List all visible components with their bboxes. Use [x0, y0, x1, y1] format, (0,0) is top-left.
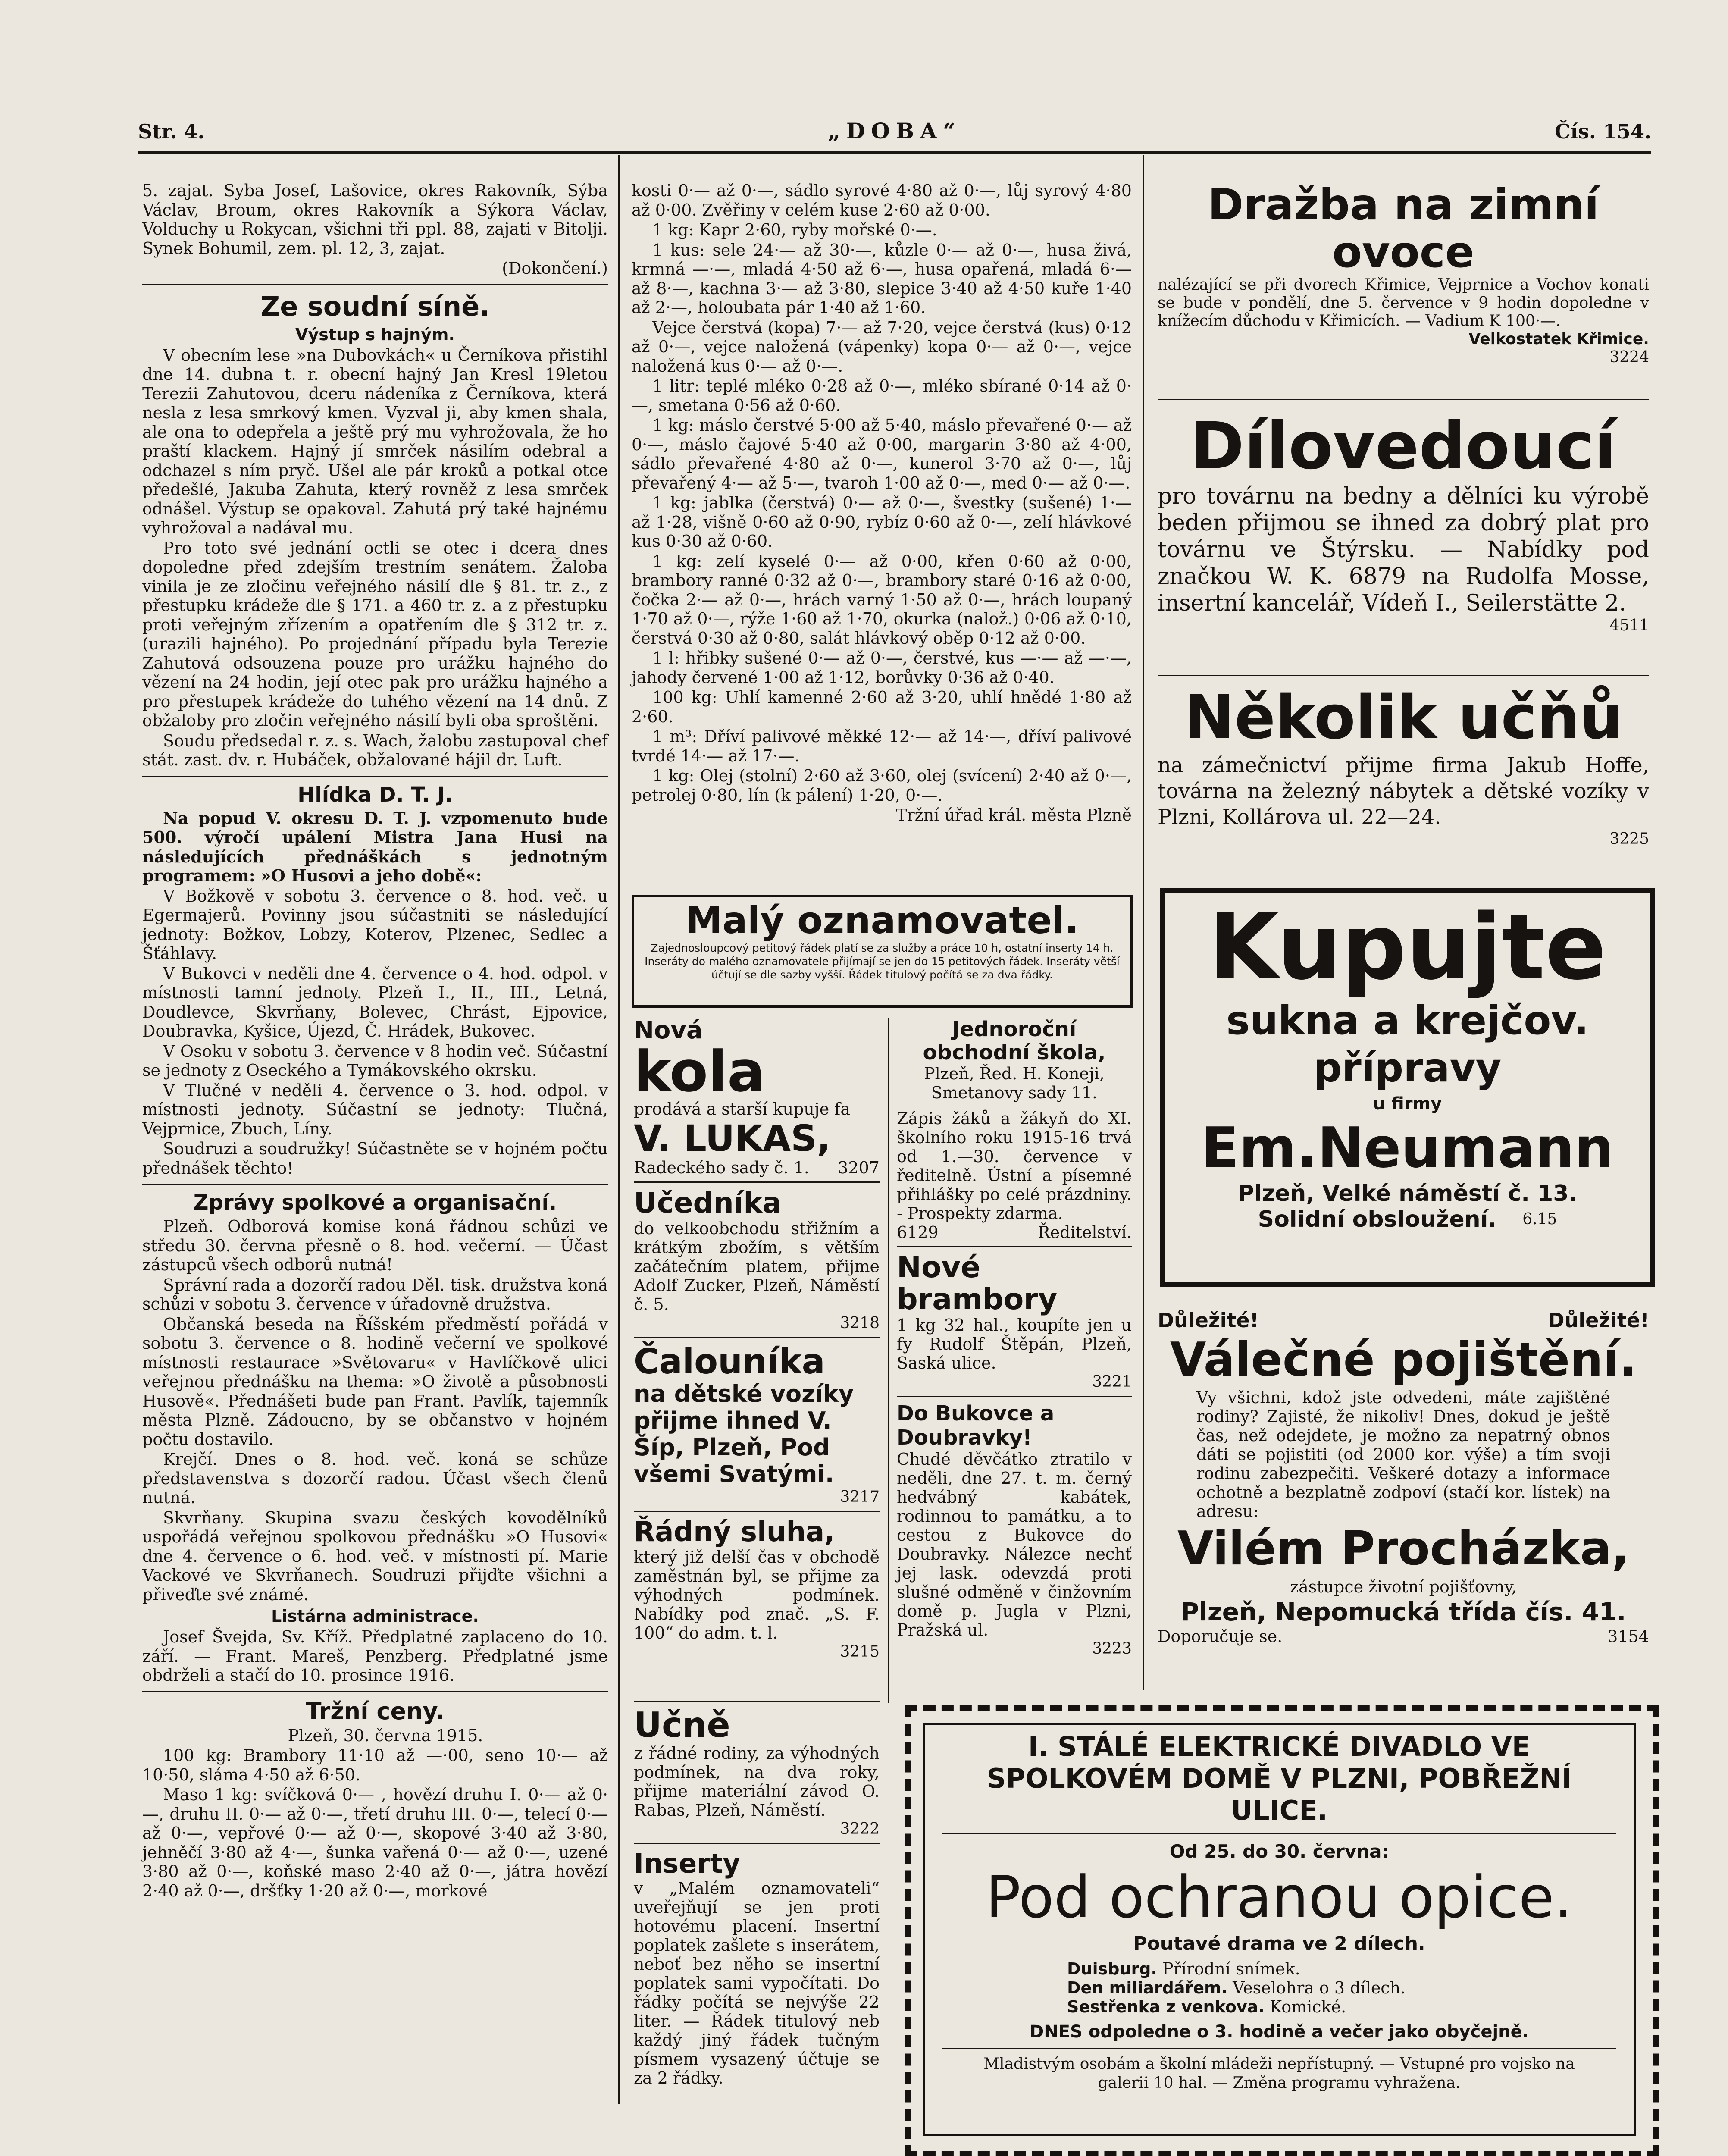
ad-skola-text: Zápis žáků a žákyň do XI. školního roku 1915-16 trvá od 1.—30. července v ředitelně. Ústní a písemné přihlášky po celé prázdniny. - Prospekty zdarma. [897, 1109, 1132, 1223]
ad-kupujte-subtitle: sukna a krejčov. [1226, 997, 1589, 1044]
ad-number: 3223 [1092, 1640, 1132, 1658]
price-paragraph: 1 kg: Kapr 2·60, ryby mořské 0·—. [652, 220, 937, 239]
ad-ucednika-text: do velkoobchodu střižním a krátkým zbožím, s větším začátečním platem, přijme Adolf Zucker, Plzeň, Náměstí č. 5. [634, 1219, 880, 1314]
court-title: Ze soudní síně. [260, 290, 490, 322]
ad-dilovedouci-title: Dílovedoucí [1190, 409, 1616, 484]
ad-kino-item-desc: Přírodní snímek. [1162, 1959, 1300, 1978]
ad-kupujte-footer [1165, 1206, 1650, 1232]
ad-number: 4511 [1609, 617, 1649, 634]
divider [942, 1833, 1616, 1834]
maly-title: Malý oznamovatel. [686, 899, 1079, 942]
hlidka-paragraph: V Osoku v sobotu 3. července v 8 hodin več. Súčastní se jednoty z Oseckého a Tymákovského okrsku. [142, 1041, 608, 1080]
header-rule [138, 151, 1651, 154]
ad-valecne-address: Plzeň, Nepomucká třída čís. 41. [1180, 1597, 1626, 1626]
ad-kino-item [1067, 1959, 1634, 1978]
ad-kino-item-title: Den miliardářem. [1067, 1978, 1228, 1997]
divider [1158, 399, 1649, 400]
spacer [897, 1102, 1132, 1109]
ad-kupujte-firm: Em.Neumann [1201, 1116, 1614, 1180]
price-paragraph: 1 kg: zelí kyselé 0·— až 0·00, křen 0·60 až 0·00, brambory ranné 0·32 až 0·—, brambory staré 0·16 až 0·00, čočka 2·— až 0·—, hrách varný 1·50 až 0·—, hrách loupaný 1·70 až 0·—, rýže 1·60 až 1·70, okurka (nalož.) 0·06 až 0·10, čerstvá 0·30 až 0·80, salát hlávkový oběp 0·12 až 0·00. [632, 552, 1132, 648]
ad-brambory-title: Nové brambory [897, 1250, 1058, 1316]
small-ads-left [634, 1018, 880, 1716]
ad-ucnu-text: na zámečnictví přijme firma Jakub Hoffe, továrna na železný nábytek a dětské vozíky v Plzni, Kollárova ul. 22—24. [1158, 753, 1649, 829]
maly-text: Zajednosloupcový petitový řádek platí se za služby a práce 10 h, ostatní inserty 14 h. Inseráty do malého oznamovatele přijímají se jen do 15 petitových řádek. Inseráty větší účtují se dle sazby vyšší. Řádek titulový počítá se za dva řádky. [645, 942, 1120, 981]
ad-number: 3222 [840, 1820, 880, 1838]
divider [142, 284, 608, 285]
column-1 [142, 181, 608, 2156]
ad-kino-item-desc: Veselohra o 3 dílech. [1233, 1978, 1406, 1997]
ad-bukovec-title: Do Bukovce a Doubravky! [897, 1401, 1055, 1450]
listarna-paragraph: Josef Švejda, Sv. Kříž. Předplatné zaplaceno do 10. září. — Frant. Mareš, Penzberg. Předplatné jsme obdrželi a stačí do 10. prosince 1916. [142, 1627, 608, 1685]
hlidka-paragraph: V Božkově v sobotu 3. července o 8. hod. več. u Egermajerů. Povinny jsou súčastniti se následující jednoty: Božkov, Lobzy, Koterov, Plzenec, Sedlec a Šťáhlavy. [142, 886, 608, 963]
ad-inserty-text: v „Malém oznamovateli“ uveřejňují se jen proti hotovému placení. Insertní poplatek zašlete s inserátem, neboť bez něho se insertní poplatek sami vypočítati. Do řádky počítá se nejvýše 22 liter. — Řádek titulový neb každý jiný řádek tučným písmem vysazený účtuje se za 2 řádky. [634, 1879, 880, 2087]
ad-brambory-text: 1 kg 32 hal., koupíte jen u fy Rudolf Štěpán, Plzeň, Saská ulice. [897, 1316, 1132, 1373]
ad-valecne-recommend: Doporučuje se. [1158, 1627, 1283, 1646]
divider [1158, 675, 1649, 676]
ad-important: Důležité! [1548, 1309, 1649, 1332]
ad-kino-title: I. STÁLÉ ELEKTRICKÉ DIVADLO VE SPOLKOVÉM DOMĚ V PLZNI, POBŘEŽNÍ ULICE. [986, 1731, 1572, 1826]
ad-number: 3207 [838, 1158, 880, 1177]
ad-kupujte-address: Plzeň, Velké náměstí č. 13. [1237, 1181, 1578, 1206]
ad-skola-title: Jednoroční obchodní škola, [923, 1017, 1106, 1065]
ad-number: 3215 [840, 1643, 880, 1661]
hlidka-paragraph: Soudruzi a soudružky! Súčastněte se v hojném počtu přednášek těchto! [142, 1139, 608, 1178]
small-ads-middle [897, 1018, 1132, 1708]
divider [897, 1246, 1132, 1247]
ad-inserty-title: Inserty [634, 1848, 740, 1879]
small-ads-lower [634, 1701, 880, 2156]
hlidka-title: Hlídka D. T. J. [297, 782, 453, 807]
ad-kino-note: Mladistvým osobám a školní mládeži nepřístupný. — Vstupné pro vojsko na galerii 10 hal. — Změna programu vyhražena. [983, 2055, 1575, 2092]
hlidka-lead: Na popud V. okresu D. T. J. vzpomenuto bude 500. výročí upálení Mistra Jana Husi na následujících přednáškách s jednotným programem: »O Husovi a jeho době«: [142, 808, 608, 885]
ad-number: 3154 [1607, 1627, 1649, 1646]
ad-kino-today: DNES odpoledne o 3. hodině a večer jako obyčejně. [1030, 2022, 1529, 2042]
price-signature: Tržní úřad král. města Plzně [896, 805, 1132, 824]
maly-oznamovatel-box [632, 895, 1133, 1008]
ad-important: Důležité! [1158, 1309, 1259, 1332]
price-paragraph: 1 kg: Olej (stolní) 2·60 až 3·60, olej (svícení) 2·40 až 0·—, petrolej 0·80, lín (k pálení) 1·20, 0·—. [632, 766, 1132, 805]
divider [942, 2048, 1616, 2049]
ad-kino-program [925, 1956, 1634, 2016]
ad-number: 3225 [1609, 830, 1649, 848]
page-number: Str. 4. [138, 120, 205, 143]
ad-kino-item [1067, 1997, 1634, 2016]
ad-kola-addr: Radeckého sady č. 1. [634, 1158, 809, 1177]
ad-valecne-text: Vy všichni, kdož jste odvedeni, máte zajištěné rodiny? Zajisté, že nikoliv! Dnes, dokud je ještě čas, než odejdete, je možno za nepatrný obnos dáti se pojistiti (od 2000 kor. výše) a tím svoji rodinu zabezpečiti. Veškeré dotazy a informace ochotně a bezplatně zodpoví (stačí kor. lístek) na adresu: [1196, 1388, 1610, 1521]
ad-number: 6129 [897, 1223, 939, 1242]
ad-kola-headline: kola [634, 1039, 765, 1104]
ad-drazba-text: nalézající se při dvorech Křimice, Vejprnice a Vochov konati se bude v pondělí, dne 5. července v 9 hodin dopoledne v knížecím důchodu v Křimicích. — Vadium K 100·—. [1158, 276, 1649, 330]
ad-sluha-text: který již delší čas v obchodě zaměstnán byl, se přijme za výhodných podmínek. Nabídky pod znač. „S. F. 100“ do adm. t. l. [634, 1548, 880, 1642]
intro-text: 5. zajat. Syba Josef, Lašovice, okres Rakovník, Sýba Václav, Broum, okres Rakovník a Sýkora Václav, Volduchy u Rokycan, všichni tři ppl. 88, zajati v Bitolji. Synek Bohumil, zem. pl. 12, 3, zajat. [142, 181, 608, 258]
price-paragraph: 1 kg: jablka (čerstvá) 0·— až 0·—, švestky (sušené) 1·— až 1·28, višně 0·60 až 0·90, rybíz 0·60 až 0·—, zelí hlávkové kus 0·30 až 0·60. [632, 493, 1132, 551]
ad-skola-signature: Ředitelství. [1038, 1223, 1132, 1242]
divider [897, 1396, 1132, 1397]
divider [142, 776, 608, 777]
price-paragraph: kosti 0·— až 0·—, sádlo syrové 4·80 až 0·—, lůj syrový 4·80 až 0·00. Zvěřiny v celém kuse 2·60 až 0·00. [632, 181, 1132, 219]
ads-column-rule [888, 1018, 889, 1703]
ad-kola-line: Nová [634, 1016, 703, 1044]
ad-calounika-text: na dětské vozíky přijme ihned V. Šíp, Plzeň, Pod všemi Svatými. [634, 1380, 854, 1488]
page-header [138, 116, 1651, 150]
divider [634, 1181, 880, 1183]
ad-kino-film-subtitle: Poutavé drama ve 2 dílech. [1133, 1933, 1425, 1955]
trzni-date: Plzeň, 30. června 1915. [288, 1726, 483, 1745]
ad-drazba [1158, 181, 1649, 397]
divider [634, 1701, 880, 1702]
ad-valecne-footer [1158, 1627, 1649, 1646]
price-paragraph: 1 l: hřibky sušené 0·— až 0·—, čerstvé, kus —·— až —·—, jahody červené 1·00 až 1·12, borůvky 0·36 až 0·40. [632, 649, 1132, 687]
ad-ucne-text: z řádné rodiny, za výhodných podmínek, na dva roky, přijme materiální závod O. Rabas, Plzeň, Náměstí. [634, 1744, 880, 1820]
divider [142, 1691, 608, 1692]
ad-number: 3218 [840, 1314, 880, 1332]
spolky-paragraph: Krejčí. Dnes o 8. hod. več. koná se schůze představenstva s dozorčí radou. Účast všech členů nutná. [142, 1450, 608, 1507]
ad-kupujte-title: Kupujte [1208, 894, 1607, 1000]
court-paragraph: Soudu předsedal r. z. s. Wach, žalobu zastupoval chef stát. zast. dv. r. Hubáček, obžalované hájil dr. Luft. [142, 731, 608, 769]
ad-number: 6.15 [1522, 1210, 1557, 1228]
ad-skola-subtitle: Plzeň, Řed. H. Koneji, Smetanovy sady 11. [924, 1064, 1105, 1102]
ad-valecne-head-row [1158, 1309, 1649, 1332]
price-paragraph: 1 kg: máslo čerstvé 5·00 až 5·40, máslo převařené 0·— až 0·—, máslo čajové 5·40 až 0·00, margarin 3·80 až 4·00, sádlo převařené 4·80 až 0·—, kunerol 3·70 až 0·—, lůj převařený 4·— až 5·—, tvaroh 1·00 až 0·—, med 0·— až 0·—. [632, 416, 1132, 492]
ad-kino-dates: Od 25. do 30. června: [1169, 1841, 1389, 1862]
ad-drazba-signature: Velkostatek Křimice. [1468, 330, 1649, 348]
price-paragraph: 1 kus: sele 24·— až 30·—, kůzle 0·— až 0·—, husa živá, krmná —·—, mladá 4·50 až 6·—, husa opařená, mladá 6·— až 8·—, kachna 3·— až 3·80, slepice 3·40 až 4·50 kuře 1·40 až 2·—, holoubata pár 1·40 až 1·60. [632, 240, 1132, 317]
ad-number: 3221 [1092, 1373, 1132, 1391]
ad-calounika-title: Čalouníka [634, 1341, 825, 1382]
ad-dilovedouci [1158, 410, 1649, 668]
spolky-paragraph: Správní rada a dozorčí radou Děl. tisk. družstva koná schůzi v sobotu 3. července v úřadovně družstva. [142, 1275, 608, 1313]
intro-end: (Dokončení.) [502, 259, 608, 278]
trzni-title: Tržní ceny. [305, 1697, 445, 1725]
divider [634, 1337, 880, 1338]
ad-kino-item [1067, 1978, 1634, 1997]
price-paragraph: 1 m³: Dříví palivové měkké 12·— až 14·—, dříví palivové tvrdé 14·— až 17·—. [632, 727, 1132, 765]
court-paragraph: V obecním lese »na Dubovkách« u Černíkova přistihl dne 14. dubna t. r. obecní hajný Jan Kresl 19letou Terezii Zahutovou, dceru nádeníka z Černíkova, která nesla z lesa smrkový kmen. Vyzval ji, aby kmen shala, ale ona to odepřela a ještě prý mu vyhrožovala, že ho praští klackem. Hajný jí smrček násilím odebral a odchazel s ním pryč. Ušel ale pár kroků a potkal otce předešlé, Jakuba Zahuta, který rovněž z lesa smrček odnášel. Výstup se opakoval. Zahutá prý také hajnému vyhrožoval a nadával mu. [142, 345, 608, 537]
ad-kola-addr-row [634, 1158, 880, 1177]
spolky-paragraph: Plzeň. Odborová komise koná řádnou schůzi ve středu 30. června přesně o 8. hod. večerní. — Účast zástupců všech odborů nutná! [142, 1217, 608, 1274]
hlidka-paragraph: V Tlučné v neděli 4. července o 3. hod. odpol. v místnosti jednoty. Súčastní se jednoty: Tlučná, Vejprnice, Zbuch, Líny. [142, 1081, 608, 1138]
hlidka-paragraph: V Bukovci v neděli dne 4. července o 4. hod. odpol. v místnosti tamní jednoty. Plzeň I., II., III., Letná, Doudlevce, Skvrňany, Bolevec, Chrást, Ejpovice, Doubravka, Kyšice, Újezd, Č. Hrádek, Bukovec. [142, 964, 608, 1040]
trzni-paragraph: Maso 1 kg: svíčková 0·— , hovězí druhu I. 0·— až 0·—, druhu II. 0·— až 0·—, třetí druhu III. 0·—, telecí 0·— až 0·—, vepřové 0·— až 0·—, skopové 3·40 až 3·80, jehněčí 3·80 až 4·—, šunka vařená 0·— až 0·—, uzené 3·80 až 0·—, koňské maso 2·40 až 0·—, játra hovězí 2·40 až 0·—, dršťky 1·20 až 0·—, morkové [142, 1785, 608, 1900]
ad-kupujte-box [1160, 888, 1655, 1287]
ad-number: 3217 [840, 1488, 880, 1506]
price-paragraph: 100 kg: Uhlí kamenné 2·60 až 3·20, uhlí hnědé 1·80 až 2·60. [632, 688, 1132, 726]
ad-valecne-title: Válečné pojištění. [1170, 1333, 1637, 1387]
ad-skola-footer [897, 1223, 1132, 1242]
ad-ucednika-title: Učedníka [634, 1186, 782, 1219]
ad-kupujte-subtitle: přípravy [1313, 1045, 1502, 1091]
divider [634, 1511, 880, 1512]
ad-bukovec-text: Chudé děvčátko ztratilo v neděli, dne 27. t. m. černý hedvábný kabátek, rodinnou to památku, a to cestou z Bukovce do Doubravky. Nálezce nechť jej lask. odevzdá proti slušné odměně v činžovním domě p. Jugla v Plzni, Pražská ul. [897, 1450, 1132, 1639]
ad-kola-firm: V. LUKAS, [634, 1117, 831, 1159]
ad-kupujte-solid: Solidní obsloužení. [1258, 1206, 1497, 1232]
ad-valecne-pojisteni [1158, 1309, 1649, 1697]
ad-kino-inner [923, 1723, 1636, 2136]
ad-kola-text: prodává a starší kupuje fa [634, 1100, 850, 1119]
ad-drazba-title: ovoce [1332, 227, 1474, 277]
price-paragraph: Vejce čerstvá (kopa) 7·— až 7·20, vejce čerstvá (kus) 0·12 až 0·—, vejce naložená (vápenky) kopa 0·— až 0·—, vejce naložená kus 0·— až 0·—. [632, 318, 1132, 376]
newspaper-title: „DOBA“ [828, 118, 961, 144]
divider [634, 1843, 880, 1844]
divider [142, 1184, 608, 1185]
spolky-paragraph: Občanská beseda na Říšském předměstí pořádá v sobotu 3. července o 8. hodině večerní ve spolkové místnosti restaurace »Světovaru« v Havlíčkově ulici veřejnou přednášku na thema: »O životě a působnosti Husově«. Přednášeti bude pan Frant. Pavlík, tajemník města Plzně. Zádoucno, by se občanstvo v hojném počtu dostavilo. [142, 1314, 608, 1449]
ad-valecne-role: zástupce životní pojišťovny, [1290, 1577, 1517, 1596]
court-paragraph: Pro toto své jednání octli se otec i dcera dnes dopoledne před zdejším trestním senátem. Žaloba vinila je ze zločinu veřejného násilí dle § 81. tr. z., z přestupku krádeže dle § 171. a 460 tr. z. a z přestupku proti veřejným zřízením a opatřením dle § 312 tr. z. (urazili hajného). Po projednání případu byla Terezie Zahutová odsouzena pouze pro urážku hajného do vězení na 24 hodin, její otec pak pro urážku hajného a pro přestupek krádeže do tuhého vězení na 14 dnů. Z obžaloby pro zločin veřejného násilí byli oba sproštěni. [142, 538, 608, 730]
column-rule [1143, 155, 1144, 1690]
ad-dilovedouci-text: pro továrnu na bedny a dělníci ku výrobě beden přijmou se ihned za dobrý plat pro továrnu ve Štýrsku. — Nabídky pod značkou W. K. 6879 na Rudolfa Mosse, insertní kancelář, Vídeň I., Seilerstätte 2. [1158, 483, 1649, 616]
spolky-paragraph: Skvrňany. Skupina svazu českých kovodělníků uspořádá veřejnou spolkovou přednášku »O Husovi« dne 4. července o 6. hod. več. v místnosti pí. Marie Vackové ve Skvrňanech. Soudruzi přijďte všichni a přiveďte své známé. [142, 1508, 608, 1604]
ad-kino-film: Pod ochranou opice. [986, 1864, 1573, 1931]
ad-drazba-title: Dražba na zimní [1208, 179, 1599, 230]
ad-kino-item-title: Sestřenka z venkova. [1067, 1997, 1265, 2016]
trzni-paragraph: 100 kg: Brambory 11·10 až —·00, seno 10·— až 10·50, sláma 4·50 až 6·50. [142, 1746, 608, 1784]
ad-kino-box [905, 1705, 1659, 2156]
ad-ucnu [1158, 683, 1649, 882]
ad-kino-item-desc: Komické. [1269, 1997, 1346, 2016]
ad-kupujte-small: u firmy [1373, 1094, 1442, 1114]
court-subtitle: Výstup s hajným. [295, 325, 455, 344]
column-rule [618, 155, 620, 2104]
ad-valecne-name: Vilém Procházka, [1177, 1522, 1630, 1576]
ad-kino-item-title: Duisburg. [1067, 1959, 1157, 1978]
ad-sluha-title: Řádný sluha, [634, 1516, 835, 1548]
listarna-title: Listárna administrace. [271, 1607, 479, 1626]
ad-ucnu-title: Několik učňů [1184, 683, 1623, 753]
issue-number: Čís. 154. [1554, 120, 1651, 143]
price-paragraph: 1 litr: teplé mléko 0·28 až 0·—, mléko sbírané 0·14 až 0·—, smetana 0·56 až 0·60. [632, 376, 1132, 415]
spolky-title: Zprávy spolkové a organisační. [193, 1191, 557, 1215]
column-2 [632, 181, 1132, 880]
ad-number: 3224 [1609, 348, 1649, 366]
ad-ucne-title: Učně [634, 1705, 730, 1745]
